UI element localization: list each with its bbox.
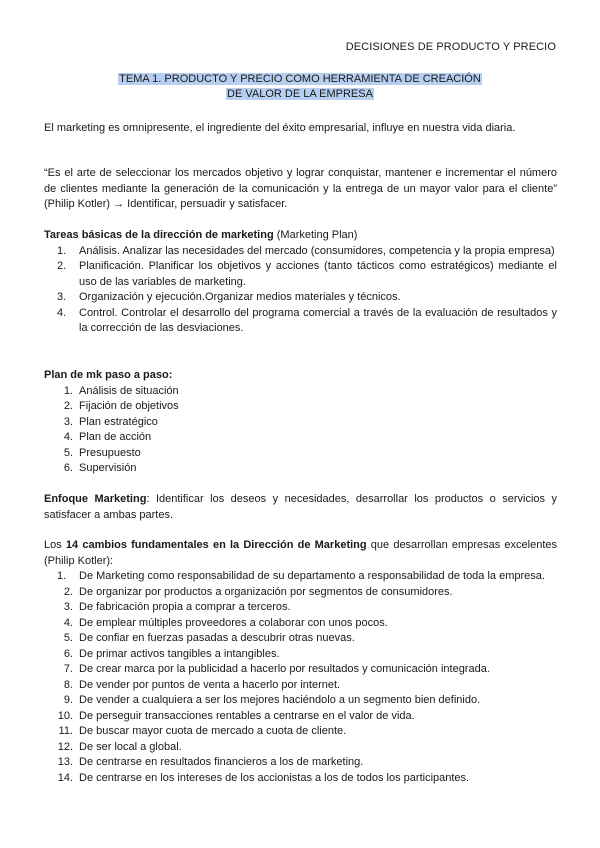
list-text: Fijación de objetivos [79,400,179,412]
list-item [44,662,557,678]
list-item [44,678,557,694]
cambios-bold: 14 cambios fundamentales en la Dirección de Marketing [65,539,367,551]
list-number: 4. [63,616,73,629]
chapter-title [0,72,600,102]
list-text: De emplear múltiples proveedores a colaborar con unos pocos. [79,616,388,629]
list-text: Plan estratégico [79,415,158,428]
list-item [44,399,557,415]
list-number: 6. [63,647,73,660]
cambios-prefix: Los [44,539,66,551]
chapter-title-line-1: TEMA 1. PRODUCTO Y PRECIO COMO HERRAMIENTA DE CREACIÓN [119,73,481,85]
list-text: De organizar por productos a organización por segmentos de consumidores. [79,585,453,598]
list-number: 8. [63,678,73,691]
tareas-heading [44,228,557,244]
list-item [44,740,557,756]
tareas-list [44,244,557,337]
list-text: De crear marca por la publicidad a hacerlo por resultados y comunicación integrada. [79,663,490,675]
list-number: 4. [63,431,73,443]
list-item [44,244,557,260]
list-item [44,693,557,709]
list-text: Plan de acción [79,431,152,443]
list-item [44,384,557,400]
list-number: 1. [57,570,67,582]
list-number: 6. [63,462,73,474]
tareas-heading-suffix: (Marketing Plan) [273,229,358,241]
list-text: De perseguir transacciones rentables a centrarse en el valor de vida. [79,709,415,722]
list-number: 5. [63,632,73,644]
list-number: 11. [58,725,73,737]
cambios-section [44,538,557,786]
list-text: De vender por puntos de venta a hacerlo por internet. [79,678,341,691]
list-text: Presupuesto [79,446,141,459]
list-item [44,600,557,616]
list-number: 2. [63,400,73,412]
list-text: Análisis. Analizar las necesidades del mercado (consumidores, competencia y la propia empresa) [79,244,555,257]
list-number: 9. [63,694,73,706]
list-text: De fabricación propia a comprar a terceros. [79,601,291,613]
list-number: 7. [63,663,73,675]
list-text: De ser local a global. [79,740,182,753]
list-item [44,446,557,462]
list-item [44,709,557,725]
list-number: 5. [63,446,73,459]
plan-heading-bold: Plan de mk paso a paso: [44,369,173,381]
intro-paragraph: El marketing es omnipresente, el ingrediente del éxito empresarial, influye en nuestra vida diaria. [44,122,516,134]
list-number: 2. [57,260,67,272]
list-number: 3. [63,601,73,613]
list-item [44,430,557,446]
list-text: De primar activos tangibles a intangibles. [79,647,280,660]
list-text: De buscar mayor cuota de mercado a cuota de cliente. [79,725,347,737]
running-header: DECISIONES DE PRODUCTO Y PRECIO [345,41,556,53]
plan-list [44,384,557,477]
list-item [44,616,557,632]
cambios-intro [44,538,557,569]
list-item [44,755,557,771]
list-item [44,771,557,787]
list-number: 2. [63,585,73,598]
list-item [44,585,557,601]
list-number: 3. [63,415,73,428]
list-item [44,724,557,740]
list-number: 1. [63,384,73,397]
list-text: De vender a cualquiera a ser los mejores haciéndolo a un segmento bien definido. [79,694,481,706]
tareas-section [44,228,557,337]
list-number: 12. [57,740,73,753]
cambios-list [44,569,557,786]
cambios-suffix: que desarrollan empresas excelentes (Philip Kotler): [44,539,557,567]
kotler-quote-paragraph: “Es el arte de seleccionar los mercados objetivo y lograr conquistar, mantener e incrementar el número de clientes mediante la generación de la comunicación y la entrega de un mayor valor para el cliente” (Philip Kotler) → Identificar, persuadir y satisfacer. [44,167,557,210]
list-number: 1. [57,244,67,257]
list-text: Organización y ejecución.Organizar medios materiales y técnicos. [79,291,401,303]
list-item [44,569,557,585]
list-text: De confiar en fuerzas pasadas a descubrir otras nuevas. [79,632,355,644]
enfoque-label: Enfoque Marketing [44,493,147,505]
list-text: De centrarse en resultados financieros a los de marketing. [79,756,364,768]
plan-heading [44,368,557,384]
list-item [44,631,557,647]
list-number: 14. [57,771,73,784]
tareas-heading-bold: Tareas básicas de la dirección de marketing [44,229,274,241]
list-text: Supervisión [79,462,137,474]
list-text: Análisis de situación [79,384,179,397]
list-item [44,647,557,663]
list-item [44,461,557,477]
chapter-title-line-2: DE VALOR DE LA EMPRESA [227,88,373,100]
list-item [44,306,557,337]
list-text: De Marketing como responsabilidad de su departamento a responsabilidad de toda la empresa. [79,570,545,582]
list-text: De centrarse en los intereses de los accionistas a los de todos los participantes. [79,771,470,784]
list-number: 13. [57,756,73,768]
enfoque-text: : Identificar los deseos y necesidades, desarrollar los productos o servicios y satisfacer a ambas partes. [44,493,557,521]
list-item [44,415,557,431]
list-number: 3. [57,291,67,303]
list-item [44,290,557,306]
list-number: 4. [57,306,67,319]
list-number: 10. [57,709,73,722]
list-item [44,259,557,290]
list-text: Control. Controlar el desarrollo del programa comercial a través de la evaluación de resultados y la corrección de las desviaciones. [79,306,557,334]
list-text: Planificación. Planificar los objetivos y acciones (tanto tácticos como estratégicos) mediante el uso de las variables de marketing. [79,260,557,288]
enfoque-paragraph [44,492,557,523]
plan-section [44,368,557,477]
